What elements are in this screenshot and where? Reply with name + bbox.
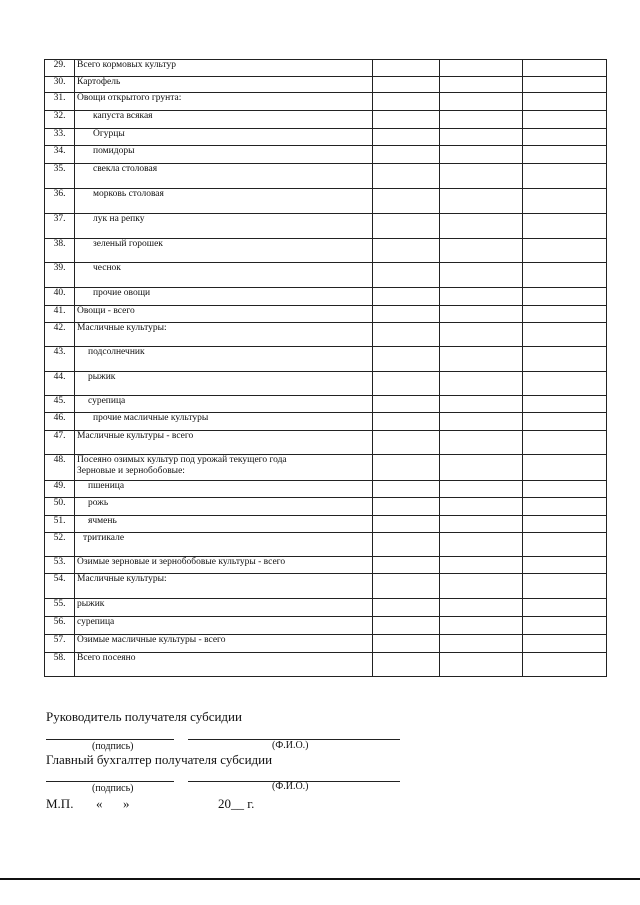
value-cell-1[interactable] (373, 635, 440, 653)
value-cell-3[interactable] (523, 431, 607, 455)
row-name-line: Посеяно озимых культур под урожай текущего года (77, 455, 287, 465)
value-cell-1[interactable] (373, 455, 440, 481)
value-cell-1[interactable] (373, 533, 440, 557)
row-name: морковь столовая (75, 189, 373, 214)
value-cell-2[interactable] (440, 323, 523, 347)
row-number: 52. (45, 533, 75, 557)
value-cell-3[interactable] (523, 396, 607, 413)
row-number: 31. (45, 93, 75, 111)
row-number: 30. (45, 77, 75, 93)
row-number: 33. (45, 129, 75, 146)
row-name: лук на репку (75, 214, 373, 239)
value-cell-1[interactable] (373, 599, 440, 617)
value-cell-1[interactable] (373, 557, 440, 574)
value-cell-1[interactable] (373, 288, 440, 306)
row-number: 56. (45, 617, 75, 635)
value-cell-2[interactable] (440, 189, 523, 214)
table-row (45, 146, 607, 164)
table-row (45, 653, 607, 677)
value-cell-2[interactable] (440, 347, 523, 372)
date-quote-close: » (123, 796, 130, 811)
row-number: 48. (45, 455, 75, 481)
row-name: чеснок (75, 263, 373, 288)
table-row (45, 347, 607, 372)
table-row (45, 164, 607, 189)
row-name: Овощи открытого грунта: (75, 93, 373, 111)
row-name-line: Зерновые и зернобобовые: (77, 466, 185, 476)
value-cell-2[interactable] (440, 164, 523, 189)
value-cell-1[interactable] (373, 111, 440, 129)
value-cell-2[interactable] (440, 557, 523, 574)
value-cell-3[interactable] (523, 164, 607, 189)
value-cell-2[interactable] (440, 455, 523, 481)
value-cell-2[interactable] (440, 111, 523, 129)
table-row (45, 635, 607, 653)
table-row (45, 323, 607, 347)
row-number: 35. (45, 164, 75, 189)
value-cell-2[interactable] (440, 129, 523, 146)
table-row (45, 455, 607, 481)
value-cell-2[interactable] (440, 77, 523, 93)
row-name: подсолнечник (75, 347, 373, 372)
value-cell-3[interactable] (523, 617, 607, 635)
date-year: 20__ г. (218, 796, 255, 811)
value-cell-3[interactable] (523, 60, 607, 77)
table-row (45, 263, 607, 288)
table-row (45, 93, 607, 111)
row-number: 57. (45, 635, 75, 653)
value-cell-3[interactable] (523, 111, 607, 129)
table-row (45, 214, 607, 239)
row-name: рыжик (75, 599, 373, 617)
row-number: 43. (45, 347, 75, 372)
row-number: 45. (45, 396, 75, 413)
table-row (45, 574, 607, 599)
value-cell-1[interactable] (373, 77, 440, 93)
row-number: 46. (45, 413, 75, 431)
head-label: Руководитель получателя субсидии (46, 709, 242, 724)
page-bottom-rule (0, 878, 640, 880)
row-name: пшеница (75, 481, 373, 498)
value-cell-1[interactable] (373, 498, 440, 516)
value-cell-3[interactable] (523, 239, 607, 263)
value-cell-1[interactable] (373, 574, 440, 599)
value-cell-3[interactable] (523, 146, 607, 164)
value-cell-3[interactable] (523, 574, 607, 599)
value-cell-3[interactable] (523, 214, 607, 239)
value-cell-3[interactable] (523, 557, 607, 574)
row-name: Озимые масличные культуры - всего (75, 635, 373, 653)
value-cell-3[interactable] (523, 533, 607, 557)
value-cell-2[interactable] (440, 214, 523, 239)
table-row (45, 111, 607, 129)
row-number: 55. (45, 599, 75, 617)
row-name: капуста всякая (75, 111, 373, 129)
value-cell-2[interactable] (440, 481, 523, 498)
row-name: прочие овощи (75, 288, 373, 306)
head-signature-caption: (подпись) (92, 741, 134, 752)
row-name: помидоры (75, 146, 373, 164)
row-number: 29. (45, 60, 75, 77)
value-cell-3[interactable] (523, 306, 607, 323)
row-name: Картофель (75, 77, 373, 93)
table-row (45, 557, 607, 574)
row-name: свекла столовая (75, 164, 373, 189)
stamp-label: М.П. (46, 796, 74, 811)
value-cell-1[interactable] (373, 306, 440, 323)
value-cell-1[interactable] (373, 347, 440, 372)
row-number: 42. (45, 323, 75, 347)
value-cell-3[interactable] (523, 635, 607, 653)
table-row (45, 599, 607, 617)
value-cell-1[interactable] (373, 516, 440, 533)
value-cell-2[interactable] (440, 306, 523, 323)
value-cell-1[interactable] (373, 93, 440, 111)
row-number: 34. (45, 146, 75, 164)
table-row (45, 413, 607, 431)
value-cell-1[interactable] (373, 372, 440, 396)
row-number: 53. (45, 557, 75, 574)
value-cell-3[interactable] (523, 323, 607, 347)
accountant-signature-line (46, 781, 174, 782)
value-cell-2[interactable] (440, 653, 523, 677)
value-cell-3[interactable] (523, 77, 607, 93)
value-cell-1[interactable] (373, 413, 440, 431)
crops-table (44, 59, 607, 677)
value-cell-1[interactable] (373, 129, 440, 146)
row-name: прочие масличные культуры (75, 413, 373, 431)
value-cell-1[interactable] (373, 396, 440, 413)
value-cell-3[interactable] (523, 413, 607, 431)
value-cell-1[interactable] (373, 146, 440, 164)
row-name: Масличные культуры - всего (75, 431, 373, 455)
value-cell-1[interactable] (373, 431, 440, 455)
row-number: 51. (45, 516, 75, 533)
accountant-fio-caption: (Ф.И.О.) (272, 781, 309, 792)
row-number: 39. (45, 263, 75, 288)
value-cell-3[interactable] (523, 288, 607, 306)
table-row (45, 306, 607, 323)
value-cell-2[interactable] (440, 617, 523, 635)
value-cell-2[interactable] (440, 93, 523, 111)
value-cell-2[interactable] (440, 516, 523, 533)
table-row (45, 431, 607, 455)
row-name: Всего кормовых культур (75, 60, 373, 77)
row-number: 36. (45, 189, 75, 214)
table-row (45, 372, 607, 396)
table-row (45, 288, 607, 306)
row-name: тритикале (75, 533, 373, 557)
value-cell-3[interactable] (523, 455, 607, 481)
value-cell-1[interactable] (373, 60, 440, 77)
head-signature-line (46, 739, 174, 740)
value-cell-3[interactable] (523, 129, 607, 146)
value-cell-3[interactable] (523, 263, 607, 288)
table-row (45, 239, 607, 263)
value-cell-1[interactable] (373, 263, 440, 288)
row-number: 40. (45, 288, 75, 306)
value-cell-2[interactable] (440, 288, 523, 306)
value-cell-1[interactable] (373, 481, 440, 498)
accountant-signature-caption: (подпись) (92, 783, 134, 794)
value-cell-3[interactable] (523, 498, 607, 516)
value-cell-1[interactable] (373, 617, 440, 635)
table-row (45, 533, 607, 557)
table-row (45, 129, 607, 146)
row-name: зеленый горошек (75, 239, 373, 263)
value-cell-3[interactable] (523, 516, 607, 533)
value-cell-2[interactable] (440, 146, 523, 164)
row-name: Всего посеяно (75, 653, 373, 677)
value-cell-2[interactable] (440, 60, 523, 77)
row-name: Озимые зерновые и зернобобовые культуры - всего (75, 557, 373, 574)
row-name: Масличные культуры: (75, 323, 373, 347)
value-cell-3[interactable] (523, 347, 607, 372)
value-cell-3[interactable] (523, 481, 607, 498)
row-name: сурепица (75, 617, 373, 635)
row-number: 32. (45, 111, 75, 129)
row-number: 38. (45, 239, 75, 263)
value-cell-2[interactable] (440, 599, 523, 617)
value-cell-1[interactable] (373, 323, 440, 347)
table-row (45, 189, 607, 214)
table-row (45, 498, 607, 516)
row-name: ячмень (75, 516, 373, 533)
value-cell-2[interactable] (440, 396, 523, 413)
head-fio-caption: (Ф.И.О.) (272, 740, 309, 751)
value-cell-1[interactable] (373, 653, 440, 677)
value-cell-2[interactable] (440, 574, 523, 599)
row-number: 50. (45, 498, 75, 516)
value-cell-2[interactable] (440, 498, 523, 516)
row-number: 44. (45, 372, 75, 396)
table-row (45, 617, 607, 635)
table-row (45, 516, 607, 533)
value-cell-2[interactable] (440, 413, 523, 431)
value-cell-2[interactable] (440, 263, 523, 288)
row-name: Огурцы (75, 129, 373, 146)
value-cell-1[interactable] (373, 214, 440, 239)
value-cell-3[interactable] (523, 189, 607, 214)
row-number: 47. (45, 431, 75, 455)
row-name (75, 455, 373, 481)
row-number: 37. (45, 214, 75, 239)
date-quote-open: « (96, 796, 103, 811)
row-number: 49. (45, 481, 75, 498)
row-number: 41. (45, 306, 75, 323)
accountant-label: Главный бухгалтер получателя субсидии (46, 752, 273, 767)
row-number: 58. (45, 653, 75, 677)
value-cell-2[interactable] (440, 431, 523, 455)
value-cell-1[interactable] (373, 189, 440, 214)
table-row (45, 396, 607, 413)
value-cell-3[interactable] (523, 372, 607, 396)
row-name: рыжик (75, 372, 373, 396)
crops-table-body (45, 60, 607, 677)
value-cell-3[interactable] (523, 599, 607, 617)
value-cell-2[interactable] (440, 239, 523, 263)
row-name: сурепица (75, 396, 373, 413)
value-cell-1[interactable] (373, 164, 440, 189)
row-name: Овощи - всего (75, 306, 373, 323)
value-cell-1[interactable] (373, 239, 440, 263)
value-cell-3[interactable] (523, 93, 607, 111)
row-number: 54. (45, 574, 75, 599)
table-row (45, 481, 607, 498)
value-cell-2[interactable] (440, 635, 523, 653)
value-cell-2[interactable] (440, 372, 523, 396)
value-cell-2[interactable] (440, 533, 523, 557)
row-name: рожь (75, 498, 373, 516)
table-row (45, 60, 607, 77)
table-row (45, 77, 607, 93)
row-name: Масличные культуры: (75, 574, 373, 599)
value-cell-3[interactable] (523, 653, 607, 677)
